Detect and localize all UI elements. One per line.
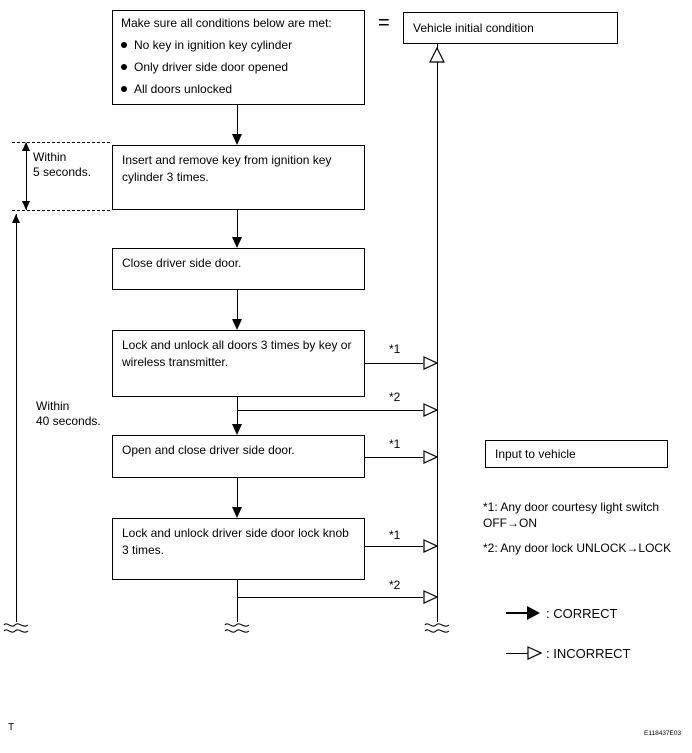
branch-line [365, 546, 423, 547]
step-box-open-close-door [112, 435, 365, 478]
open-arrow-up-icon [429, 47, 445, 63]
flow-line [237, 210, 238, 238]
step-text: Lock and unlock driver side door lock knob 3 times. [122, 526, 349, 557]
within-40-seconds-label-line-1: Within [36, 399, 70, 413]
arrow-up-icon [22, 142, 30, 151]
legend-incorrect-line [506, 653, 528, 654]
step-text: Lock and unlock all doors 3 times by key or wireless transmitter. [122, 338, 352, 369]
note-1-line-1: *1: Any door courtesy light switch [483, 500, 660, 514]
equals-sign: = [378, 12, 390, 34]
arrow-down-icon [232, 237, 242, 248]
timer-40s-line [16, 214, 17, 622]
dashed-line-bottom [12, 210, 110, 211]
legend-correct-label: : CORRECT [546, 606, 618, 621]
legend-incorrect-arrow-icon [527, 646, 542, 660]
condition-item [121, 38, 356, 52]
legend-correct-arrow-icon [527, 606, 540, 620]
branch-line [237, 597, 423, 598]
vehicle-initial-condition-box [403, 12, 618, 44]
within-5-seconds-label-line-1: Within [33, 150, 67, 164]
arrow-down-icon [232, 319, 242, 330]
input-to-vehicle-label: Input to vehicle [495, 446, 576, 461]
arrow-up-icon [12, 214, 20, 223]
arrow-down-icon [232, 134, 242, 145]
open-arrow-right-icon [423, 356, 438, 370]
condition-item [121, 60, 356, 74]
arrow-down-icon [22, 201, 30, 210]
vehicle-initial-condition-label: Vehicle initial condition [413, 20, 534, 35]
bullet-icon [121, 42, 127, 48]
flow-line [237, 397, 238, 425]
doc-code: E118437E03 [644, 730, 682, 737]
open-arrow-right-icon [423, 590, 438, 604]
break-icon [224, 620, 250, 636]
condition-item [121, 82, 356, 96]
conditions-title: Make sure all conditions below are met: [121, 16, 332, 30]
branch-line [237, 410, 423, 411]
condition-text: All doors unlocked [134, 82, 233, 96]
legend-correct-line [506, 612, 528, 614]
step-box-lock-knob [112, 518, 365, 580]
open-arrow-right-icon [423, 403, 438, 417]
branch-label: *2 [389, 390, 401, 404]
conditions-box [112, 10, 365, 105]
note-2: *2: Any door lock UNLOCK→LOCK [483, 541, 672, 555]
arrow-down-icon [232, 507, 242, 518]
condition-text: No key in ignition key cylinder [134, 38, 293, 52]
break-icon [3, 620, 29, 636]
step-text: Close driver side door. [122, 256, 242, 270]
within-40-seconds-label-line-2: 40 seconds. [36, 414, 101, 428]
step-text: Insert and remove key from ignition key cylinder 3 times. [122, 153, 332, 184]
step-text: Open and close driver side door. [122, 443, 295, 457]
bullet-icon [121, 64, 127, 70]
timer-5s-line [26, 143, 27, 210]
branch-label: *1 [389, 528, 401, 542]
step-box-insert-key [112, 145, 365, 210]
break-icon [424, 620, 450, 636]
input-to-vehicle-box [485, 440, 668, 468]
branch-label: *1 [389, 342, 401, 356]
flow-line [237, 580, 238, 622]
branch-line [365, 363, 423, 364]
flow-line [237, 105, 238, 135]
bullet-icon [121, 86, 127, 92]
open-arrow-right-icon [423, 539, 438, 553]
return-line [437, 44, 438, 622]
flow-line [237, 478, 238, 508]
condition-text: Only driver side door opened [134, 60, 289, 74]
step-box-close-door [112, 248, 365, 290]
branch-label: *2 [389, 578, 401, 592]
arrow-down-icon [232, 424, 242, 435]
footer-mark: T [8, 722, 15, 733]
branch-label: *1 [389, 437, 401, 451]
within-5-seconds-label-line-2: 5 seconds. [33, 165, 92, 179]
flow-line [237, 290, 238, 320]
note-1-line-2: OFF→ON [483, 516, 537, 530]
branch-line [365, 457, 423, 458]
open-arrow-right-icon [423, 450, 438, 464]
step-box-lock-unlock-all [112, 330, 365, 397]
legend-incorrect-label: : INCORRECT [546, 646, 631, 661]
